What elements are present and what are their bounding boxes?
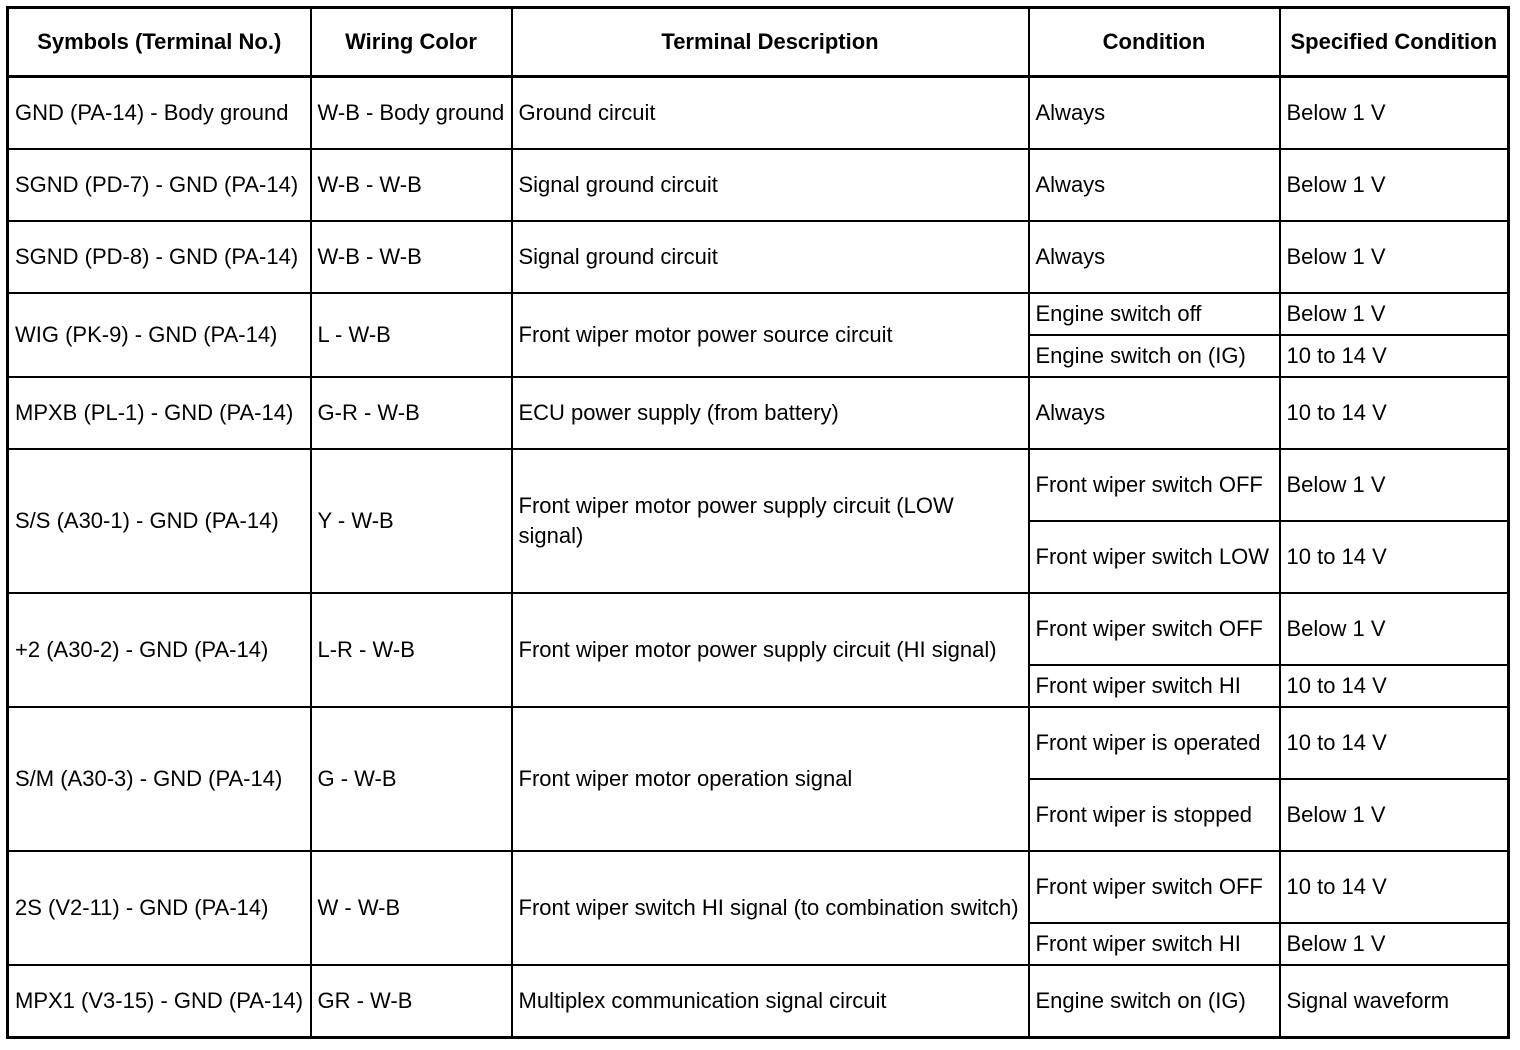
description-cell: Signal ground circuit xyxy=(512,221,1029,293)
table-row xyxy=(8,77,1509,150)
condition-cell: Front wiper switch OFF xyxy=(1029,593,1280,665)
condition-cell: Always xyxy=(1029,149,1280,221)
wiring-cell: G - W-B xyxy=(311,707,512,851)
condition-cell: Front wiper switch HI xyxy=(1029,923,1280,965)
table-row xyxy=(8,851,1509,923)
description-cell: Multiplex communication signal circuit xyxy=(512,965,1029,1038)
symbol-cell: SGND (PD-8) - GND (PA-14) xyxy=(8,221,311,293)
description-cell: Front wiper motor operation signal xyxy=(512,707,1029,851)
condition-cell: Front wiper is stopped xyxy=(1029,779,1280,851)
symbol-cell: S/S (A30-1) - GND (PA-14) xyxy=(8,449,311,593)
symbol-cell: GND (PA-14) - Body ground xyxy=(8,77,311,150)
table-row xyxy=(8,593,1509,665)
condition-cell: Front wiper switch HI xyxy=(1029,665,1280,707)
specified-cell: 10 to 14 V xyxy=(1280,521,1509,593)
specified-cell: 10 to 14 V xyxy=(1280,851,1509,923)
symbol-cell: S/M (A30-3) - GND (PA-14) xyxy=(8,707,311,851)
description-cell: Front wiper switch HI signal (to combination switch) xyxy=(512,851,1029,965)
wiring-cell: GR - W-B xyxy=(311,965,512,1038)
condition-cell: Engine switch off xyxy=(1029,293,1280,335)
table-row xyxy=(8,449,1509,521)
wiring-cell: Y - W-B xyxy=(311,449,512,593)
header-specified-condition: Specified Condition xyxy=(1280,8,1509,77)
table-row xyxy=(8,221,1509,293)
specified-cell: 10 to 14 V xyxy=(1280,377,1509,449)
symbol-cell: 2S (V2-11) - GND (PA-14) xyxy=(8,851,311,965)
condition-cell: Front wiper switch OFF xyxy=(1029,449,1280,521)
condition-cell: Engine switch on (IG) xyxy=(1029,965,1280,1038)
wiring-cell: W-B - W-B xyxy=(311,221,512,293)
description-cell: Ground circuit xyxy=(512,77,1029,150)
description-cell: Signal ground circuit xyxy=(512,149,1029,221)
symbol-cell: WIG (PK-9) - GND (PA-14) xyxy=(8,293,311,377)
specified-cell: Below 1 V xyxy=(1280,593,1509,665)
description-cell: Front wiper motor power supply circuit (HI signal) xyxy=(512,593,1029,707)
specified-cell: Below 1 V xyxy=(1280,779,1509,851)
table-row xyxy=(8,149,1509,221)
symbol-cell: MPXB (PL-1) - GND (PA-14) xyxy=(8,377,311,449)
table-row xyxy=(8,293,1509,335)
specified-cell: 10 to 14 V xyxy=(1280,665,1509,707)
condition-cell: Front wiper switch OFF xyxy=(1029,851,1280,923)
wiring-cell: W - W-B xyxy=(311,851,512,965)
specified-cell: Below 1 V xyxy=(1280,293,1509,335)
header-symbols: Symbols (Terminal No.) xyxy=(8,8,311,77)
specified-cell: Below 1 V xyxy=(1280,449,1509,521)
specified-cell: Below 1 V xyxy=(1280,149,1509,221)
table-row xyxy=(8,707,1509,779)
specified-cell: Below 1 V xyxy=(1280,77,1509,150)
description-cell: ECU power supply (from battery) xyxy=(512,377,1029,449)
wiring-cell: G-R - W-B xyxy=(311,377,512,449)
wiring-cell: L-R - W-B xyxy=(311,593,512,707)
wiring-cell: L - W-B xyxy=(311,293,512,377)
header-wiring-color: Wiring Color xyxy=(311,8,512,77)
symbol-cell: SGND (PD-7) - GND (PA-14) xyxy=(8,149,311,221)
specified-cell: Below 1 V xyxy=(1280,923,1509,965)
condition-cell: Front wiper is operated xyxy=(1029,707,1280,779)
specified-cell: 10 to 14 V xyxy=(1280,707,1509,779)
wiring-cell: W-B - W-B xyxy=(311,149,512,221)
specified-cell: 10 to 14 V xyxy=(1280,335,1509,377)
symbol-cell: MPX1 (V3-15) - GND (PA-14) xyxy=(8,965,311,1038)
specified-cell: Below 1 V xyxy=(1280,221,1509,293)
symbol-cell: +2 (A30-2) - GND (PA-14) xyxy=(8,593,311,707)
header-terminal-description: Terminal Description xyxy=(512,8,1029,77)
description-cell: Front wiper motor power source circuit xyxy=(512,293,1029,377)
terminal-table xyxy=(6,6,1510,1039)
condition-cell: Always xyxy=(1029,77,1280,150)
header-condition: Condition xyxy=(1029,8,1280,77)
description-cell: Front wiper motor power supply circuit (LOW signal) xyxy=(512,449,1029,593)
condition-cell: Front wiper switch LOW xyxy=(1029,521,1280,593)
condition-cell: Always xyxy=(1029,377,1280,449)
condition-cell: Engine switch on (IG) xyxy=(1029,335,1280,377)
table-row xyxy=(8,965,1509,1038)
condition-cell: Always xyxy=(1029,221,1280,293)
table-header-row xyxy=(8,8,1509,77)
table-row xyxy=(8,377,1509,449)
wiring-cell: W-B - Body ground xyxy=(311,77,512,150)
specified-cell: Signal waveform xyxy=(1280,965,1509,1038)
